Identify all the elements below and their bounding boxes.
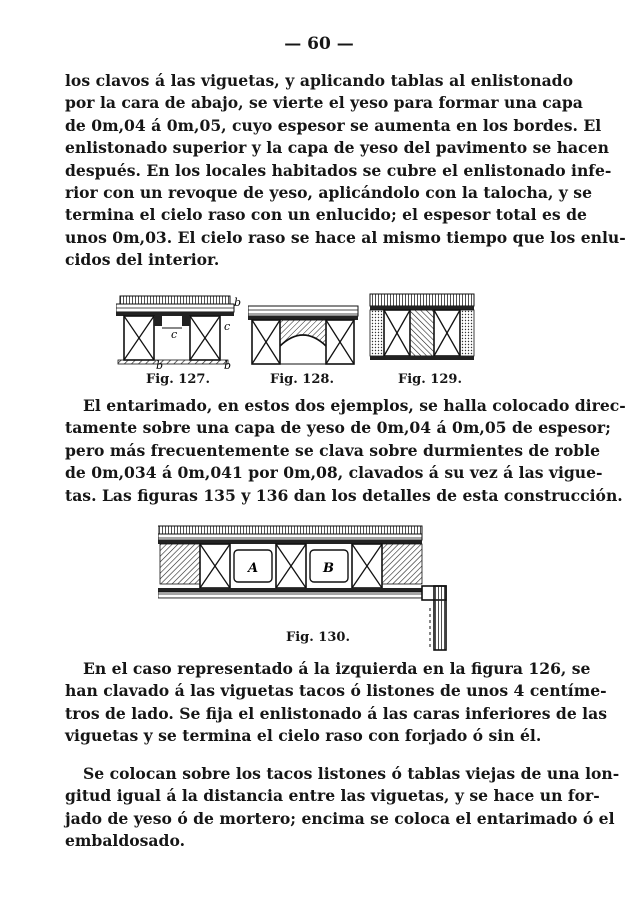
figure-130-caption: Fig. 130. — [286, 630, 350, 645]
text-line: gitud igual á la distancia entre las viguetas, y se hace un for- — [65, 786, 600, 806]
text-line: El entarimado, en estos dos ejemplos, se halla colocado direc- — [83, 396, 626, 415]
text-line: por la cara de abajo, se vierte el yeso para formar una capa — [65, 93, 583, 113]
label-b-bottom-right: b — [224, 359, 232, 370]
text-line: En el caso representado á la izquierda en la figura 126, se — [83, 659, 591, 678]
label-a: A — [248, 561, 259, 576]
figure-129-caption: Fig. 129. — [398, 372, 462, 387]
text-line: pero más frecuentemente se clava sobre durmientes de roble — [65, 440, 601, 460]
text-line: cidos del interior. — [65, 250, 220, 270]
text-line: jado de yeso ó de mortero; encima se coloca el entarimado ó el — [65, 808, 615, 828]
figure-129 — [368, 292, 478, 368]
text-line: después. En los locales habitados se cubre el enlistonado infe- — [65, 160, 612, 180]
text-line: de 0m,034 á 0m,041 por 0m,08, clavados á su vez á las vigue- — [65, 463, 603, 483]
label-c-left: c — [171, 328, 178, 341]
label-b: B — [323, 561, 334, 576]
text-line: los clavos á las viguetas, y aplicando tablas al enlistonado — [65, 71, 573, 90]
text-line: rior con un revoque de yeso, aplicándolo con la talocha, y se — [65, 183, 592, 203]
text-line: embaldosado. — [65, 831, 185, 851]
page-number: — 60 — — [284, 34, 354, 54]
figure-127-caption: Fig. 127. — [146, 372, 210, 387]
paragraph-4 — [65, 763, 620, 853]
text-line: viguetas y se termina el cielo raso con forjado ó sin él. — [65, 726, 542, 746]
paragraph-2 — [65, 395, 626, 507]
text-line: tros de lado. Se fija el enlistonado á las caras inferiores de las — [65, 703, 607, 723]
figure-129-drawing — [368, 292, 478, 368]
paragraph-3 — [65, 658, 607, 748]
text-line: tas. Las figuras 135 y 136 dan los detalles de esta construcción. — [65, 485, 623, 505]
figure-127 — [116, 294, 246, 370]
label-b-bottom-left: b — [156, 359, 164, 370]
label-c-right: c — [224, 320, 231, 333]
figure-128 — [248, 304, 360, 370]
text-line: de 0m,04 á 0m,05, cuyo espesor se aumenta en los bordes. El — [65, 115, 602, 135]
text-line: Se colocan sobre los tacos listones ó tablas viejas de una lon- — [83, 764, 620, 783]
figure-127-drawing — [116, 294, 246, 370]
figure-128-drawing — [248, 304, 360, 370]
text-line: termina el cielo raso con un enlucido; el espesor total es de — [65, 205, 587, 225]
text-line: tamente sobre una capa de yeso de 0m,04 á 0m,05 de espesor; — [65, 418, 611, 438]
text-line: enlistonado superior y la capa de yeso del pavimento se hacen — [65, 138, 609, 158]
label-b-top: b — [234, 296, 242, 309]
text-line: unos 0m,03. El cielo raso se hace al mismo tiempo que los enlu- — [65, 227, 626, 247]
text-line: han clavado á las viguetas tacos ó listones de unos 4 centíme- — [65, 681, 607, 701]
paragraph-1 — [65, 70, 626, 272]
figure-128-caption: Fig. 128. — [270, 372, 334, 387]
